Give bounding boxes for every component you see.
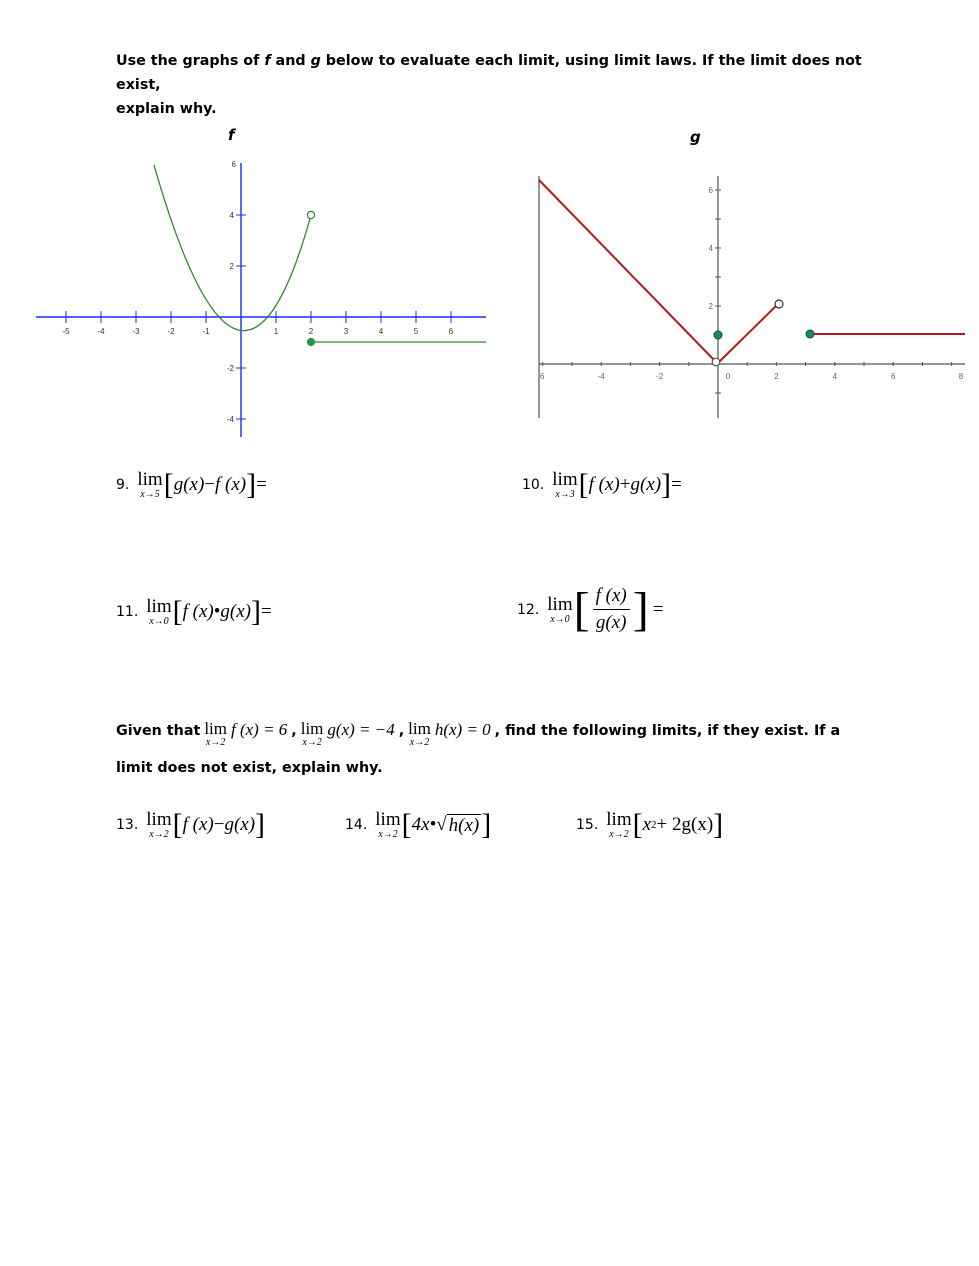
limit-subscript: x→0 <box>149 616 169 627</box>
graph-g-x-tick-label: 8 <box>958 372 964 381</box>
operator: + <box>619 474 631 495</box>
limit-operator <box>606 810 631 840</box>
problem-number: 9. <box>116 477 130 493</box>
graph-f-x-tick-label: -1 <box>202 327 210 336</box>
problem-11 <box>116 597 272 627</box>
left-bracket: [ <box>172 808 183 841</box>
separator: , <box>291 723 297 739</box>
graph-f-y-top-tick-label: 6 <box>231 160 236 169</box>
graph-g-axes <box>539 176 965 418</box>
graph-g-closed-point <box>806 330 814 338</box>
limit-subscript: x→3 <box>555 489 575 500</box>
graph-g-x-tick-label: 2 <box>774 372 779 381</box>
graph-g-x-tick-label: 0 <box>725 372 731 381</box>
equals-sign: = <box>260 601 272 622</box>
right-bracket: ] <box>246 468 257 501</box>
equals-sign: = <box>256 474 267 495</box>
given-lead: Given that <box>116 723 201 739</box>
problem-12 <box>517 582 664 636</box>
limit-subscript: x→5 <box>140 489 160 500</box>
left-bracket: [ <box>163 468 174 501</box>
equals-sign: = <box>652 598 664 620</box>
problem-13 <box>116 810 265 840</box>
f-label-inline: f <box>264 53 271 69</box>
instructions <box>116 49 876 121</box>
expression: 4x• <box>411 814 437 835</box>
expression: g(x) <box>173 474 205 495</box>
limit-subscript: x→0 <box>550 613 570 625</box>
graph-f-closed-point <box>307 338 314 345</box>
expression: g(x) <box>630 474 662 495</box>
instructions-text: Use the graphs of <box>116 53 265 69</box>
lim-word: lim <box>375 809 401 830</box>
graph-f-x-tick-label: -5 <box>62 327 70 336</box>
problem-9 <box>116 470 267 500</box>
limit-subscript: x→2 <box>205 737 226 748</box>
graph-g-middle-line <box>719 305 777 362</box>
graph-g-y-tick-label: 2 <box>708 302 713 311</box>
problem-number: 13. <box>116 817 139 833</box>
expression: f (x) <box>182 601 214 622</box>
graph-g-left-line <box>539 180 715 361</box>
given-limit-value: f (x) = 6 <box>230 720 288 739</box>
limit-subscript: x→2 <box>149 829 169 840</box>
problem-number: 15. <box>576 817 599 833</box>
lim-word: lim <box>408 719 431 738</box>
graph-g-x-tick-label: -2 <box>656 372 664 381</box>
lim-word: lim <box>204 719 227 738</box>
expression: f (x) <box>215 474 247 495</box>
graph-f-y-tick-label: -4 <box>226 415 234 424</box>
expression: g(x) <box>220 601 251 622</box>
denominator: g(x) <box>595 612 627 633</box>
limit-operator <box>375 810 400 840</box>
lim-word: lim <box>300 719 324 738</box>
lim-word: lim <box>137 469 163 490</box>
graph-f-y-tick-label: -2 <box>226 364 234 373</box>
radicand: h(x) <box>448 814 480 836</box>
graph-f-x-tick-label: 2 <box>308 327 314 336</box>
expression: f (x) <box>588 474 620 495</box>
lim-word: lim <box>547 593 573 615</box>
g-label-inline: g <box>310 53 321 69</box>
left-bracket: [ <box>632 808 643 841</box>
problem-number: 10. <box>522 477 545 493</box>
limit-subscript: x→2 <box>609 829 629 840</box>
graph-f-label: f <box>228 126 235 144</box>
graph-f-x-tick-label: 6 <box>448 327 454 336</box>
square-root <box>436 814 481 837</box>
graph-g-open-point-origin <box>712 358 720 366</box>
graph-f-x-tick-label: 4 <box>378 327 384 336</box>
graph-g-x-tick-label: 6 <box>890 372 896 381</box>
expression: x <box>642 814 652 835</box>
operator: − <box>213 814 225 835</box>
graph-f-x-tick-label: 5 <box>413 327 419 336</box>
given-trail: , find the following limits, if they exist. If a <box>494 723 841 739</box>
given-limit-g <box>301 720 395 748</box>
left-bracket: [ <box>401 808 412 841</box>
given-limit-value: h(x) = 0 <box>434 720 491 739</box>
graph-f-x-tick-label: -4 <box>97 327 105 336</box>
graph-f-parabola <box>154 165 311 331</box>
operator: • <box>213 601 221 622</box>
graph-f-open-point <box>307 211 314 218</box>
lim-word: lim <box>606 809 632 830</box>
graph-f-axes <box>36 163 486 437</box>
given-limit-h <box>408 720 491 748</box>
problem-10 <box>522 470 682 500</box>
graph-g-x-tick-label: 4 <box>832 372 838 381</box>
right-bracket: ] <box>632 582 649 636</box>
fraction <box>593 585 630 634</box>
limit-subscript: x→2 <box>378 829 398 840</box>
graph-g-x-edge-label: 6 <box>540 372 545 381</box>
graph-f-y-ticks <box>227 160 246 424</box>
given-line-2: limit does not exist, explain why. <box>116 760 383 776</box>
separator: , <box>398 723 405 739</box>
graph-g-y-tick-label: 4 <box>708 244 713 253</box>
graph-g-y-ticks <box>709 186 721 420</box>
limit-subscript: x→2 <box>302 737 322 748</box>
instructions-text: below to evaluate each limit, using limit laws. If the limit does not exist, <box>116 53 862 93</box>
graph-g-closed-point-y-axis <box>714 331 722 339</box>
right-bracket: ] <box>661 468 672 501</box>
problem-number: 12. <box>517 601 540 618</box>
expression: f (x) <box>182 814 214 835</box>
lim-word: lim <box>146 809 172 830</box>
graph-f-x-tick-label: 3 <box>343 327 349 336</box>
graph-f <box>30 155 495 445</box>
right-bracket: ] <box>255 808 266 841</box>
lim-word: lim <box>146 596 172 617</box>
lim-word: lim <box>552 469 578 490</box>
left-bracket: [ <box>578 468 589 501</box>
instructions-text: and <box>270 53 311 69</box>
expression: + 2g(x) <box>656 814 714 835</box>
operator: − <box>204 474 216 495</box>
problem-14 <box>345 810 491 840</box>
given-limit-f <box>204 720 287 748</box>
limit-operator <box>137 470 162 500</box>
limit-operator <box>552 470 577 500</box>
limit-operator <box>547 595 572 625</box>
graph-g-x-tick-label: -4 <box>597 372 605 381</box>
right-bracket: ] <box>250 595 261 628</box>
limit-operator <box>146 810 171 840</box>
graph-g-open-point <box>775 300 783 308</box>
graph-f-x-ticks <box>62 311 453 336</box>
graph-f-x-tick-label: 1 <box>273 327 279 336</box>
right-bracket: ] <box>481 808 492 841</box>
graph-f-x-tick-label: -2 <box>167 327 175 336</box>
given-statement <box>116 720 876 748</box>
given-limit-value: g(x) = −4 <box>327 720 395 739</box>
right-bracket: ] <box>713 808 724 841</box>
graph-g-y-tick-label: 6 <box>708 186 713 195</box>
expression: g(x) <box>224 814 256 835</box>
graph-g-x-ticks <box>540 362 964 381</box>
radical-sign: √ <box>436 813 447 835</box>
graph-f-y-tick-label: 2 <box>229 262 234 271</box>
left-bracket: [ <box>573 582 590 636</box>
problem-number: 11. <box>116 604 139 620</box>
limit-subscript: x→2 <box>409 737 430 748</box>
left-bracket: [ <box>172 595 183 628</box>
graph-g <box>537 168 967 420</box>
graph-g-label: g <box>690 128 701 146</box>
graph-f-x-tick-label: -3 <box>132 327 140 336</box>
graph-f-y-tick-label: 4 <box>229 211 234 220</box>
problem-number: 14. <box>345 817 368 833</box>
equals-sign: = <box>671 474 682 495</box>
exponent: 2 <box>651 819 657 831</box>
problem-15 <box>576 810 723 840</box>
limit-operator <box>146 597 171 627</box>
numerator: f (x) <box>593 585 630 610</box>
instructions-text: explain why. <box>116 101 217 117</box>
